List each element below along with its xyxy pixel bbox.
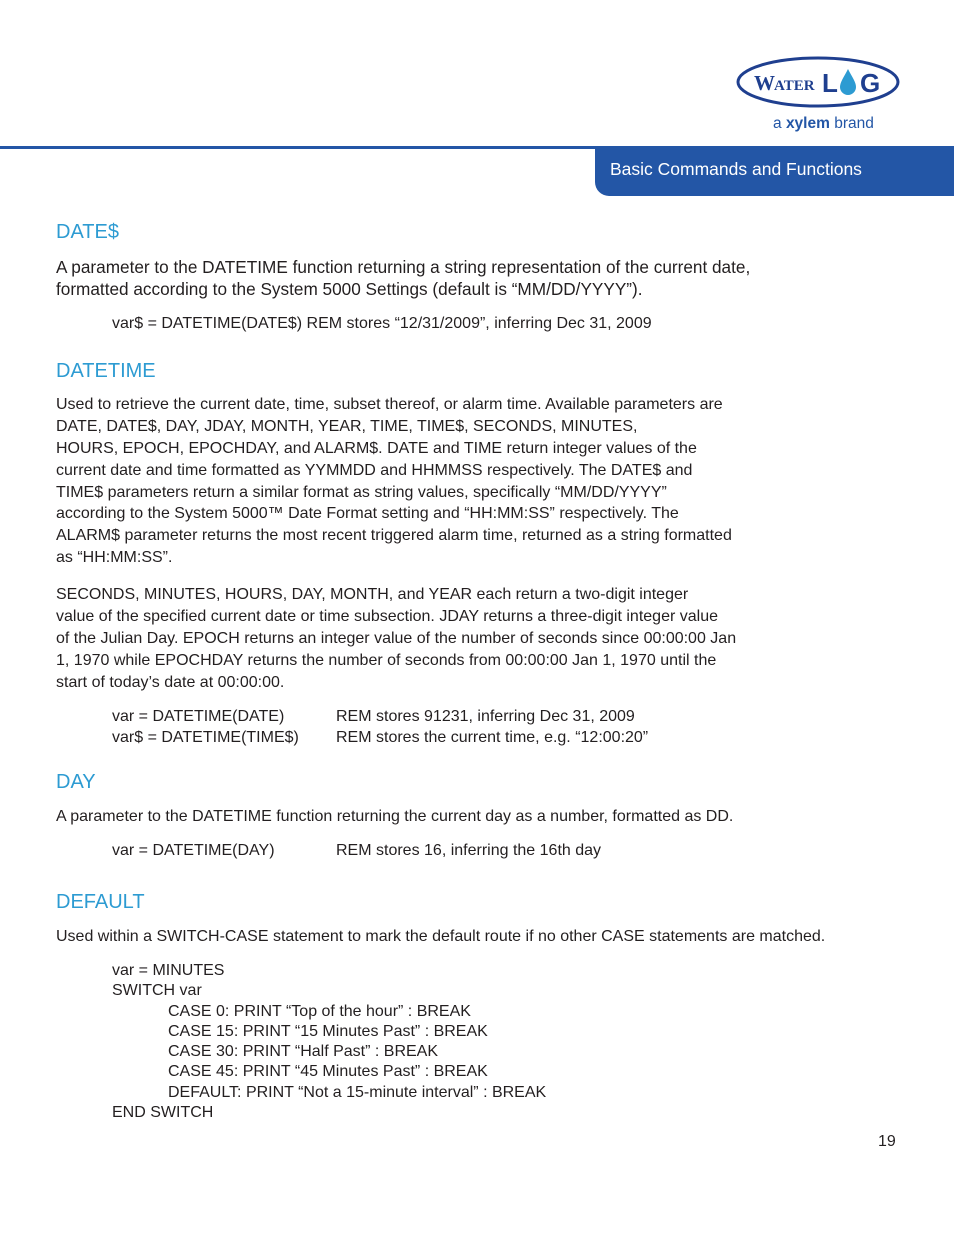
datetime-code-1: var = DATETIME(DATE) — [112, 708, 285, 725]
section-title: Basic Commands and Functions — [610, 159, 862, 179]
day-rem: REM stores 16, inferring the 16th day — [336, 842, 602, 859]
datetime-para2-line-2: value of the specified current date or time subsection. JDAY returns a three-digit integer value — [56, 608, 718, 625]
svg-text:L: L — [822, 68, 838, 98]
svg-text:ATER: ATER — [774, 78, 815, 94]
svg-text:G: G — [860, 68, 881, 98]
section-title-tab — [595, 146, 954, 196]
default-desc: Used within a SWITCH-CASE statement to mark the default route if no other CASE statements are matched. — [56, 928, 826, 945]
default-code-line-4: CASE 15: PRINT “15 Minutes Past” : BREAK — [168, 1023, 488, 1040]
default-code-line-8: END SWITCH — [112, 1104, 214, 1121]
heading-date-string: DATE$ — [56, 221, 119, 243]
page-number: 19 — [878, 1133, 896, 1150]
datetime-para1-line-4: current date and time formatted as YYMMDD and HHMMSS respectively. The DATE$ and — [56, 462, 693, 479]
default-code-line-7: DEFAULT: PRINT “Not a 15-minute interval” : BREAK — [168, 1084, 547, 1101]
datetime-para1-line-5: TIME$ parameters return a similar format as string values, specifically “MM/DD/YYYY” — [56, 484, 667, 501]
svg-text:W: W — [754, 71, 775, 95]
day-desc: A parameter to the DATETIME function returning the current day as a number, formatted as DD. — [56, 808, 734, 825]
datetime-para1-line-3: HOURS, EPOCH, EPOCHDAY, and ALARM$. DATE and TIME return integer values of the — [56, 440, 697, 457]
datetime-para1-line-6: according to the System 5000™ Date Format setting and “HH:MM:SS” respectively. The — [56, 505, 679, 522]
date-string-code: var$ = DATETIME(DATE$) REM stores “12/31/2009”, inferring Dec 31, 2009 — [112, 315, 652, 332]
datetime-para2-line-1: SECONDS, MINUTES, HOURS, DAY, MONTH, and YEAR each return a two-digit integer — [56, 586, 689, 603]
datetime-para2-line-3: of the Julian Day. EPOCH returns an integer value of the number of seconds since 00:00:00 Jan — [56, 630, 737, 647]
default-code-line-2: SWITCH var — [112, 982, 202, 999]
waterlog-logo — [736, 55, 900, 109]
datetime-para1-line-8: as “HH:MM:SS”. — [56, 549, 173, 566]
day-code: var = DATETIME(DAY) — [112, 842, 275, 859]
date-string-desc-line-2: formatted according to the System 5000 Settings (default is “MM/DD/YYYY”). — [56, 279, 643, 299]
default-code-line-6: CASE 45: PRINT “45 Minutes Past” : BREAK — [168, 1063, 488, 1080]
default-code-line-1: var = MINUTES — [112, 962, 225, 979]
datetime-para2-line-4: 1, 1970 while EPOCHDAY returns the number of seconds from 00:00:00 Jan 1, 1970 until the — [56, 652, 717, 669]
heading-datetime: DATETIME — [56, 360, 156, 382]
date-string-desc-line-1: A parameter to the DATETIME function returning a string representation of the current date, — [56, 257, 751, 277]
default-code-line-3: CASE 0: PRINT “Top of the hour” : BREAK — [168, 1003, 471, 1020]
datetime-para1-line-7: ALARM$ parameter returns the most recent triggered alarm time, returned as a string formatted — [56, 527, 732, 544]
datetime-para1-line-1: Used to retrieve the current date, time, subset thereof, or alarm time. Available parameters are — [56, 396, 723, 413]
datetime-para1-line-2: DATE, DATE$, DAY, JDAY, MONTH, YEAR, TIME, TIME$, SECONDS, MINUTES, — [56, 418, 638, 435]
default-code-line-5: CASE 30: PRINT “Half Past” : BREAK — [168, 1043, 439, 1060]
heading-default: DEFAULT — [56, 891, 145, 913]
datetime-rem-2: REM stores the current time, e.g. “12:00:20” — [336, 729, 649, 746]
datetime-rem-1: REM stores 91231, inferring Dec 31, 2009 — [336, 708, 635, 725]
datetime-para2-line-5: start of today’s date at 00:00:00. — [56, 674, 285, 691]
brand-tagline: a xylem brand — [773, 115, 874, 132]
datetime-code-2: var$ = DATETIME(TIME$) — [112, 729, 299, 746]
heading-day: DAY — [56, 771, 96, 793]
